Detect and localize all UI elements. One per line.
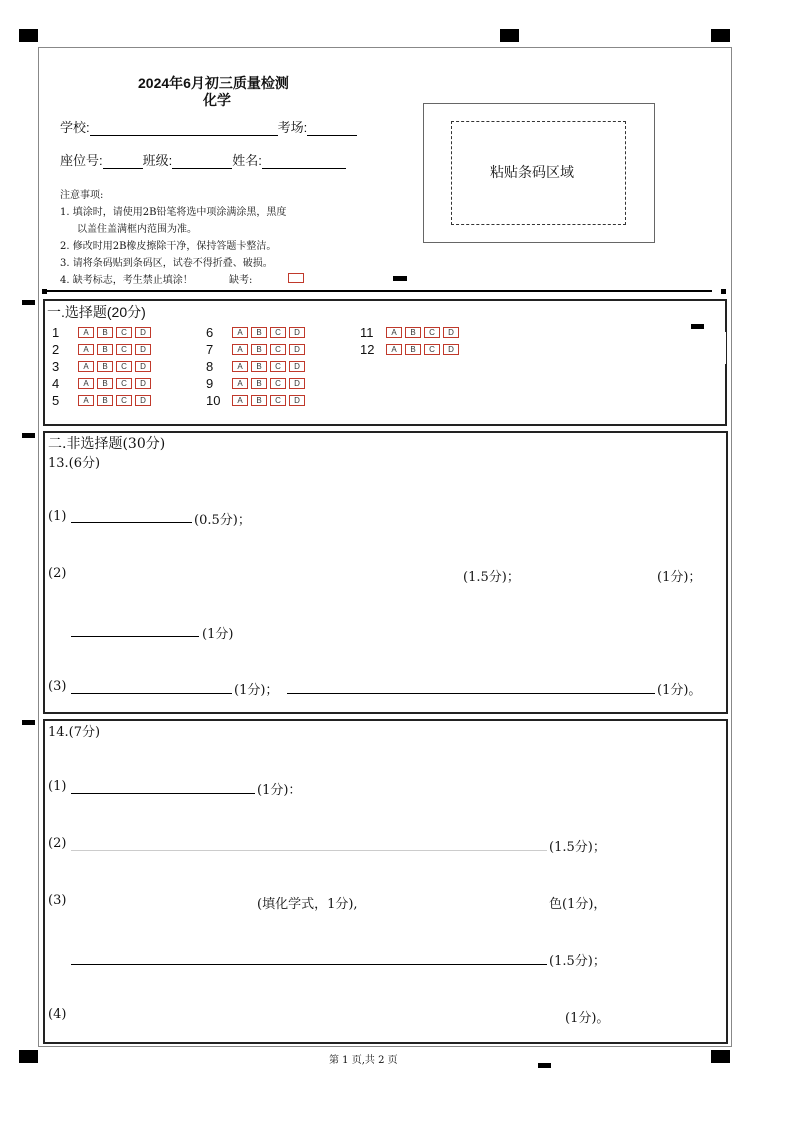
question-number: 10 bbox=[206, 393, 221, 408]
option-bubble-a[interactable]: A bbox=[232, 344, 248, 355]
option-bubble-d[interactable]: D bbox=[135, 327, 151, 338]
option-bubble-b[interactable]: B bbox=[251, 395, 267, 406]
option-bubble-c[interactable]: C bbox=[424, 344, 440, 355]
q14-title: 14.(7分) bbox=[48, 725, 101, 740]
question-number: 9 bbox=[206, 376, 214, 391]
exam-title: 2024年6月初三质量检测 bbox=[138, 75, 289, 91]
q14-box bbox=[43, 719, 728, 1044]
option-bubble-b[interactable]: B bbox=[405, 344, 421, 355]
notes-title: 注意事项: bbox=[60, 190, 104, 201]
option-bubble-b[interactable]: B bbox=[97, 378, 113, 389]
option-bubble-d[interactable]: D bbox=[289, 395, 305, 406]
option-bubble-c[interactable]: C bbox=[116, 395, 132, 406]
school-field[interactable]: 学校: 考场: bbox=[60, 117, 357, 136]
option-bubble-a[interactable]: A bbox=[232, 361, 248, 372]
choice-question-3 bbox=[52, 359, 154, 374]
option-bubble-b[interactable]: B bbox=[251, 378, 267, 389]
option-bubble-a[interactable]: A bbox=[78, 344, 94, 355]
option-bubble-d[interactable]: D bbox=[135, 395, 151, 406]
q14-p2-score: (1.5分)； bbox=[549, 840, 606, 855]
q13-p1-num: (1) bbox=[48, 509, 67, 524]
option-bubble-c[interactable]: C bbox=[270, 395, 286, 406]
option-bubble-a[interactable]: A bbox=[78, 395, 94, 406]
option-bubble-a[interactable]: A bbox=[232, 327, 248, 338]
choice-question-7 bbox=[206, 342, 308, 357]
option-bubble-d[interactable]: D bbox=[135, 378, 151, 389]
q14-p3-answer-b[interactable] bbox=[71, 964, 547, 965]
q14-p1-answer[interactable] bbox=[71, 793, 255, 794]
timing-mark bbox=[22, 300, 35, 305]
option-bubble-a[interactable]: A bbox=[232, 378, 248, 389]
question-number: 12 bbox=[360, 342, 375, 357]
option-bubble-d[interactable]: D bbox=[135, 344, 151, 355]
option-bubble-b[interactable]: B bbox=[97, 344, 113, 355]
q14-p2-answer[interactable] bbox=[71, 850, 547, 851]
choice-question-8 bbox=[206, 359, 308, 374]
timing-mark bbox=[22, 433, 35, 438]
option-bubble-d[interactable]: D bbox=[289, 378, 305, 389]
seat-class-name-field[interactable]: 座位号: 班级: 姓名: bbox=[60, 150, 346, 169]
option-bubble-a[interactable]: A bbox=[78, 361, 94, 372]
note-item: 1. 填涂时，请使用2B铅笔将选中项涂满涂黑，黑度 bbox=[60, 207, 287, 218]
option-bubble-b[interactable]: B bbox=[405, 327, 421, 338]
choice-question-4 bbox=[52, 376, 154, 391]
alignment-mark bbox=[19, 29, 38, 42]
q13-p3-score-a: (1分)； bbox=[234, 683, 279, 698]
option-bubble-b[interactable]: B bbox=[251, 361, 267, 372]
option-bubble-c[interactable]: C bbox=[270, 327, 286, 338]
q14-p4-score: (1分)。 bbox=[565, 1011, 610, 1026]
section1-box-gap bbox=[722, 332, 726, 364]
question-number: 1 bbox=[52, 325, 60, 340]
q14-p3-mid: (填化学式，1分), bbox=[257, 897, 358, 912]
choice-question-1 bbox=[52, 325, 154, 340]
q14-p1-score: (1分)： bbox=[257, 783, 302, 798]
option-bubble-b[interactable]: B bbox=[97, 395, 113, 406]
choice-question-11 bbox=[360, 325, 462, 340]
section1-title: 一.选择题(20分) bbox=[47, 304, 146, 320]
question-number: 7 bbox=[206, 342, 214, 357]
option-bubble-d[interactable]: D bbox=[135, 361, 151, 372]
q14-p1-num: (1) bbox=[48, 779, 67, 794]
option-bubble-c[interactable]: C bbox=[116, 327, 132, 338]
option-bubble-d[interactable]: D bbox=[289, 327, 305, 338]
option-bubble-d[interactable]: D bbox=[443, 327, 459, 338]
q14-p3-score-b: (1.5分)； bbox=[549, 954, 606, 969]
q14-p2-num: (2) bbox=[48, 836, 67, 851]
absent-checkbox[interactable] bbox=[288, 273, 304, 283]
choice-question-9 bbox=[206, 376, 308, 391]
q13-p1-answer[interactable] bbox=[71, 522, 192, 523]
option-bubble-c[interactable]: C bbox=[424, 327, 440, 338]
option-bubble-a[interactable]: A bbox=[78, 378, 94, 389]
option-bubble-c[interactable]: C bbox=[116, 361, 132, 372]
option-bubble-a[interactable]: A bbox=[232, 395, 248, 406]
option-bubble-d[interactable]: D bbox=[289, 344, 305, 355]
option-bubble-d[interactable]: D bbox=[289, 361, 305, 372]
header-divider bbox=[47, 290, 712, 292]
question-number: 6 bbox=[206, 325, 214, 340]
note-item: 以盖住盖满框内范围为准。 bbox=[77, 224, 197, 235]
q13-p2-score-b: (1分)； bbox=[657, 570, 702, 585]
alignment-mark bbox=[711, 29, 730, 42]
question-number: 3 bbox=[52, 359, 60, 374]
option-bubble-c[interactable]: C bbox=[116, 378, 132, 389]
q14-p3-num: (3) bbox=[48, 893, 67, 908]
alignment-mark bbox=[711, 1050, 730, 1063]
option-bubble-b[interactable]: B bbox=[97, 327, 113, 338]
option-bubble-b[interactable]: B bbox=[251, 344, 267, 355]
q13-p2-score-a: (1.5分)； bbox=[463, 570, 520, 585]
choice-question-10 bbox=[206, 393, 308, 408]
option-bubble-c[interactable]: C bbox=[270, 361, 286, 372]
option-bubble-c[interactable]: C bbox=[116, 344, 132, 355]
q13-p3-answer-a[interactable] bbox=[71, 693, 232, 694]
note-item: 3. 请将条码贴到条码区，试卷不得折叠、破损。 bbox=[60, 258, 273, 269]
alignment-mark bbox=[500, 29, 519, 42]
q13-p2-num: (2) bbox=[48, 566, 67, 581]
timing-mark bbox=[538, 1063, 551, 1068]
q13-p1-score: (0.5分)； bbox=[194, 513, 251, 528]
choice-question-12 bbox=[360, 342, 462, 357]
choice-question-6 bbox=[206, 325, 308, 340]
option-bubble-d[interactable]: D bbox=[443, 344, 459, 355]
q13-p3-answer-b[interactable] bbox=[287, 693, 655, 694]
q14-p4-num: (4) bbox=[48, 1007, 67, 1022]
q14-p3-color: 色(1分)， bbox=[549, 897, 607, 912]
question-number: 8 bbox=[206, 359, 214, 374]
question-number: 2 bbox=[52, 342, 60, 357]
q13-title: 13.(6分) bbox=[48, 456, 101, 471]
barcode-label: 粘贴条码区域 bbox=[490, 164, 574, 180]
q13-p2-answer-2[interactable] bbox=[71, 636, 199, 637]
option-bubble-a[interactable]: A bbox=[386, 327, 402, 338]
question-number: 5 bbox=[52, 393, 60, 408]
timing-mark bbox=[22, 720, 35, 725]
alignment-mark bbox=[19, 1050, 38, 1063]
question-number: 11 bbox=[360, 325, 374, 340]
option-bubble-b[interactable]: B bbox=[97, 361, 113, 372]
note-item: 4. 缺考标志，考生禁止填涂！ bbox=[60, 275, 193, 286]
q13-p2-score-c: (1分) bbox=[202, 627, 234, 642]
note-item: 2. 修改时用2B橡皮擦除干净，保持答题卡整洁。 bbox=[60, 241, 277, 252]
option-bubble-c[interactable]: C bbox=[270, 378, 286, 389]
choice-question-5 bbox=[52, 393, 154, 408]
option-bubble-c[interactable]: C bbox=[270, 344, 286, 355]
q13-p3-num: (3) bbox=[48, 679, 67, 694]
section2-title: 二.非选择题(30分) bbox=[48, 436, 166, 452]
section2-box bbox=[43, 431, 728, 714]
option-bubble-a[interactable]: A bbox=[386, 344, 402, 355]
exam-subject: 化学 bbox=[203, 92, 231, 108]
option-bubble-a[interactable]: A bbox=[78, 327, 94, 338]
absent-label: 缺考: bbox=[229, 275, 253, 286]
question-number: 4 bbox=[52, 376, 60, 391]
option-bubble-b[interactable]: B bbox=[251, 327, 267, 338]
q13-p3-score-b: (1分)。 bbox=[657, 683, 702, 698]
choice-question-2 bbox=[52, 342, 154, 357]
page-number: 第 1 页,共 2 页 bbox=[329, 1055, 398, 1066]
